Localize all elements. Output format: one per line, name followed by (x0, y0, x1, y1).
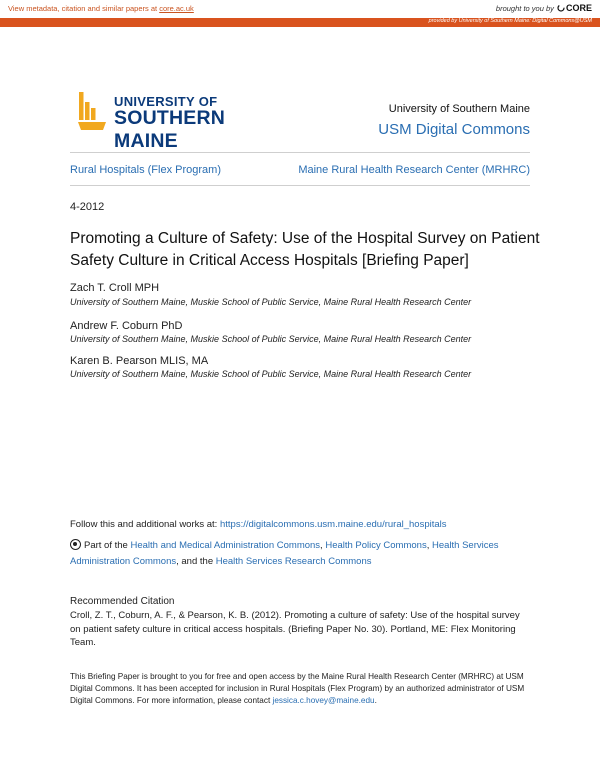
commons-link-health-services-research[interactable]: Health Services Research Commons (215, 556, 372, 567)
brought-by-text: brought to you by (495, 4, 554, 13)
provider-text: provided by University of Southern Maine: Digital Commons@USM (428, 18, 592, 24)
access-statement-text: This Briefing Paper is brought to you for free and open access by the Maine Rural Health Research Center (MRHRC) at USM Digital Commons. It has been accepted for inclusion in Rural Hospitals (Flex Program) by an authorized administrator of USM Digital Commons. For more information, please contact (70, 672, 525, 705)
recommended-citation-text: Croll, Z. T., Coburn, A. F., & Pearson, K. B. (2012). Promoting a culture of safety: Use of the hospital survey on patient safety culture in critical access hospitals. (Briefing Paper No. 30). Portland, ME: Flex Monitoring Team. (70, 610, 520, 648)
author-affiliation: University of Southern Maine, Muskie School of Public Service, Maine Rural Health Research Center (70, 334, 472, 344)
repository-link[interactable]: USM Digital Commons (378, 121, 530, 138)
collection-link-mrhrc[interactable]: Maine Rural Health Research Center (MRHRC) (298, 164, 530, 176)
separator: , (426, 540, 432, 551)
core-link[interactable]: core.ac.uk (159, 4, 194, 13)
brought-by[interactable] (496, 3, 592, 13)
recommended-citation-heading: Recommended Citation (70, 596, 175, 607)
author-name: Zach T. Croll MPH (70, 282, 160, 294)
publication-date: 4-2012 (70, 201, 105, 213)
core-brand: CORE (565, 3, 592, 13)
logo-line2: SOUTHERN MAINE (114, 107, 226, 152)
collection-link-rural-hospitals[interactable]: Rural Hospitals (Flex Program) (70, 164, 221, 176)
author-affiliation: University of Southern Maine, Muskie School of Public Service, Maine Rural Health Research Center (70, 369, 472, 379)
part-of-commons (70, 538, 540, 570)
author-name: Andrew F. Coburn PhD (70, 320, 183, 332)
lighthouse-logo-icon (78, 92, 108, 132)
contact-email-link[interactable]: jessica.c.hovey@maine.edu (272, 696, 375, 705)
part-of-prefix: Part of the (84, 540, 131, 551)
provider-bar (0, 18, 600, 27)
separator: , and the (176, 556, 216, 567)
commons-link-health-policy[interactable]: Health Policy Commons (325, 540, 427, 551)
commons-link-health-services-admin[interactable]: Health Services Administration Commons (70, 540, 499, 567)
divider-top (70, 152, 530, 153)
divider-bottom (70, 185, 530, 186)
usm-logo[interactable] (78, 92, 278, 152)
top-bar (0, 0, 600, 19)
institution-name: University of Southern Maine (388, 103, 530, 115)
follow-line (70, 519, 447, 530)
core-metadata-link[interactable] (8, 4, 194, 13)
access-statement (70, 671, 532, 707)
collection-url-link[interactable]: https://digitalcommons.usm.maine.edu/rural_hospitals (219, 519, 447, 530)
core-logo-icon (557, 4, 565, 12)
follow-text: Follow this and additional works at: (70, 519, 220, 530)
logo-line1: UNIVERSITY OF (114, 94, 218, 109)
author-name: Karen B. Pearson MLIS, MA (70, 355, 209, 367)
separator: , (320, 540, 326, 551)
core-metadata-text: View metadata, citation and similar papers at (8, 4, 160, 13)
access-statement-end: . (374, 696, 377, 705)
commons-network-icon (70, 539, 81, 550)
paper-title: Promoting a Culture of Safety: Use of the Hospital Survey on Patient Safety Culture in Critical Access Hospitals [Briefing Paper] (70, 230, 540, 269)
commons-link-health-medical-admin[interactable]: Health and Medical Administration Commons (130, 540, 321, 551)
author-affiliation: University of Southern Maine, Muskie School of Public Service, Maine Rural Health Research Center (70, 297, 472, 307)
